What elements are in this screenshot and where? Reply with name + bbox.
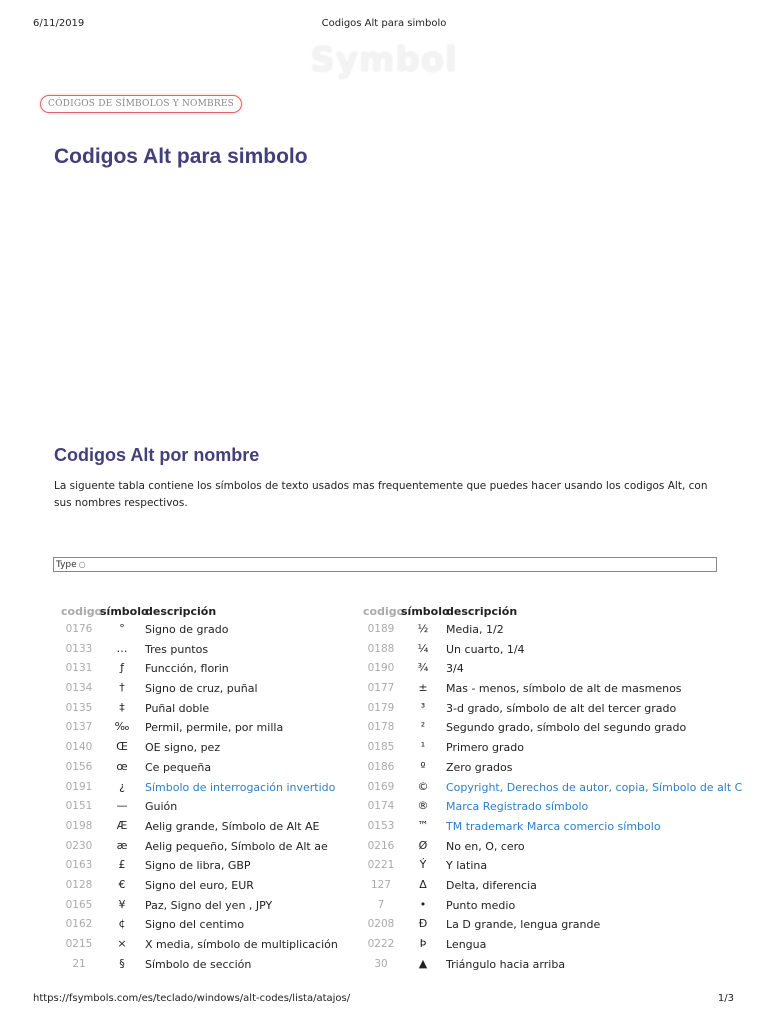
- symbol-description-link[interactable]: Marca Registrado símbolo: [446, 800, 589, 814]
- print-url: https://fsymbols.com/es/teclado/windows/alt-codes/lista/atajos/: [33, 993, 351, 1004]
- symbol-code: 0188: [367, 642, 395, 655]
- symbol-code: 0140: [65, 741, 93, 754]
- symbol-description: Punto medio: [446, 898, 516, 912]
- symbol-code: 0198: [65, 819, 93, 832]
- symbol-glyph: ²: [420, 720, 426, 734]
- symbol-glyph: €: [118, 877, 126, 891]
- symbol-code: 0153: [367, 819, 395, 832]
- symbol-glyph: æ: [116, 838, 128, 852]
- symbol-glyph: ©: [417, 779, 429, 793]
- symbol-code: 7: [377, 898, 385, 911]
- symbol-glyph: Ø: [418, 838, 428, 852]
- symbol-glyph: ¿: [119, 779, 125, 793]
- symbol-code: 0185: [367, 741, 395, 754]
- symbol-glyph: •: [419, 897, 427, 911]
- header-code: codigo: [363, 605, 405, 618]
- symbol-glyph: ‰: [114, 720, 130, 734]
- symbol-description: Guión: [145, 800, 178, 814]
- symbol-code: 0178: [367, 721, 395, 734]
- symbol-code: 0169: [367, 780, 395, 793]
- symbol-description-link[interactable]: TM trademark Marca comercio símbolo: [446, 819, 661, 833]
- search-label: Type: [56, 560, 77, 570]
- symbol-description: 3-d grado, símbolo de alt del tercer grado: [446, 701, 677, 715]
- symbol-glyph: Δ: [419, 877, 427, 891]
- symbol-description: No en, O, cero: [446, 839, 525, 853]
- header-symbol: símbolo: [100, 605, 149, 618]
- symbol-description: Funcción, florin: [145, 662, 229, 676]
- symbol-description: Tres puntos: [145, 642, 209, 656]
- symbol-description: Signo de cruz, puñal: [145, 682, 258, 696]
- symbol-code: 0163: [65, 859, 93, 872]
- symbol-description: Permil, permile, por milla: [145, 721, 284, 735]
- symbol-description: Mas - menos, símbolo de alt de masmenos: [446, 682, 682, 696]
- symbol-code: 21: [72, 957, 86, 970]
- symbol-description: Paz, Signo del yen , JPY: [145, 898, 273, 912]
- symbol-description: Aelig grande, Símbolo de Alt AE: [145, 819, 320, 833]
- search-icon: ○: [78, 560, 86, 569]
- symbol-glyph: Þ: [419, 937, 427, 950]
- symbol-glyph: ½: [417, 622, 429, 635]
- section-title: Codigos Alt por nombre: [54, 445, 260, 465]
- symbol-code: 0176: [65, 623, 93, 635]
- symbol-glyph: Œ: [116, 740, 128, 754]
- symbol-code: 0133: [65, 642, 93, 655]
- symbol-glyph: ¼: [417, 641, 429, 655]
- search-input[interactable]: [53, 557, 717, 572]
- symbol-code: 0222: [367, 938, 395, 950]
- symbol-code: 0230: [65, 839, 93, 852]
- symbol-glyph: ®: [417, 799, 429, 813]
- symbol-code: 0134: [65, 682, 93, 695]
- symbol-code: 0131: [65, 662, 93, 675]
- symbol-description: La D grande, lengua grande: [446, 918, 601, 932]
- symbol-description: Puñal doble: [145, 701, 210, 715]
- symbol-code: 0151: [65, 800, 93, 813]
- symbol-description: Y latina: [446, 859, 488, 873]
- symbol-code: 0189: [367, 623, 395, 635]
- symbol-glyph: ‡: [119, 700, 125, 714]
- intro-text: La siguente tabla contiene los símbolos de texto usados mas frequentemente que puedes hacer usando los codigos Alt, con sus nombres respectivos.: [54, 480, 708, 509]
- symbol-glyph: Æ: [116, 818, 128, 832]
- symbol-description: Signo de libra, GBP: [145, 859, 251, 873]
- symbol-code: 127: [370, 878, 392, 891]
- symbol-code: 0179: [367, 701, 395, 714]
- symbol-code: 0165: [65, 898, 93, 911]
- symbol-glyph: ▲: [418, 956, 428, 970]
- header-symbol: símbolo: [401, 605, 450, 618]
- symbol-glyph: ¢: [118, 917, 126, 931]
- symbol-glyph: §: [119, 956, 125, 970]
- symbol-code: 30: [374, 957, 388, 970]
- symbol-glyph: °: [119, 622, 125, 635]
- symbol-description: 3/4: [446, 662, 464, 676]
- header-code: codigo: [61, 605, 103, 618]
- symbol-glyph: ×: [117, 937, 127, 950]
- symbol-glyph: †: [119, 681, 125, 695]
- symbol-glyph: ¥: [118, 897, 126, 911]
- symbol-description-link[interactable]: Copyright, Derechos de autor, copia, Símbolo de alt C: [446, 780, 743, 794]
- symbol-description: OE signo, pez: [145, 741, 221, 755]
- symbol-glyph: ¾: [417, 661, 429, 675]
- symbol-description: Ce pequeña: [145, 760, 212, 774]
- symbol-code: 0186: [367, 760, 395, 773]
- breadcrumb[interactable]: CÓDIGOS DE SÍMBOLOS Y NOMBRES: [40, 95, 242, 113]
- symbol-description: Delta, diferencia: [446, 878, 537, 892]
- symbol-code: 0208: [367, 918, 395, 931]
- symbol-description: Primero grado: [446, 741, 524, 755]
- symbol-code: 0128: [65, 878, 93, 891]
- print-date: 6/11/2019: [33, 18, 85, 29]
- symbol-code: 0216: [367, 839, 395, 852]
- symbol-description: Segundo grado, símbolo del segundo grado: [446, 721, 687, 735]
- symbol-code: 0191: [65, 780, 93, 793]
- header-description: descripción: [446, 605, 518, 618]
- symbol-glyph: œ: [116, 759, 128, 773]
- symbol-code: 0190: [367, 662, 395, 675]
- symbol-glyph: ±: [418, 681, 428, 695]
- symbol-description: Media, 1/2: [446, 623, 504, 636]
- symbol-code: 0221: [367, 859, 395, 872]
- symbol-description: Lengua: [446, 938, 487, 951]
- symbol-code: 0215: [65, 938, 93, 950]
- symbol-description: Signo del euro, EUR: [145, 878, 254, 892]
- symbol-glyph: ™: [417, 818, 429, 832]
- print-title: Codigos Alt para simbolo: [321, 18, 447, 29]
- symbol-glyph: Ý: [419, 858, 427, 872]
- symbol-glyph: £: [118, 858, 126, 872]
- site-logo[interactable]: Symbol: [310, 40, 458, 80]
- symbol-description: X media, símbolo de multiplicación: [145, 938, 338, 951]
- symbol-code: 0137: [65, 721, 93, 734]
- symbol-glyph: ¹: [420, 740, 426, 754]
- symbol-description: Triángulo hacia arriba: [446, 957, 566, 971]
- page-number: 1/3: [717, 993, 734, 1004]
- symbol-code: 0156: [65, 760, 93, 773]
- symbol-description: Aelig pequeño, Símbolo de Alt ae: [145, 839, 328, 853]
- symbol-description: Un cuarto, 1/4: [446, 642, 525, 656]
- symbol-description: Signo del centimo: [145, 918, 245, 932]
- symbol-glyph: ³: [420, 700, 426, 714]
- symbol-description: Símbolo de sección: [145, 957, 252, 971]
- symbol-description: Signo de grado: [145, 623, 229, 636]
- symbol-glyph: —: [116, 799, 128, 813]
- symbol-description: Zero grados: [446, 760, 513, 774]
- page-title: Codigos Alt para simbolo: [54, 145, 308, 168]
- header-description: descripción: [145, 605, 217, 618]
- symbol-glyph: ƒ: [120, 661, 124, 675]
- symbol-description-link[interactable]: Símbolo de interrogación invertido: [145, 780, 336, 794]
- symbol-code: 0162: [65, 918, 93, 931]
- symbol-glyph: …: [116, 641, 128, 655]
- symbol-code: 0177: [367, 682, 395, 695]
- symbol-glyph: Ð: [418, 917, 428, 931]
- symbol-code: 0135: [65, 701, 93, 714]
- symbol-code: 0174: [367, 800, 395, 813]
- symbol-glyph: º: [420, 759, 426, 773]
